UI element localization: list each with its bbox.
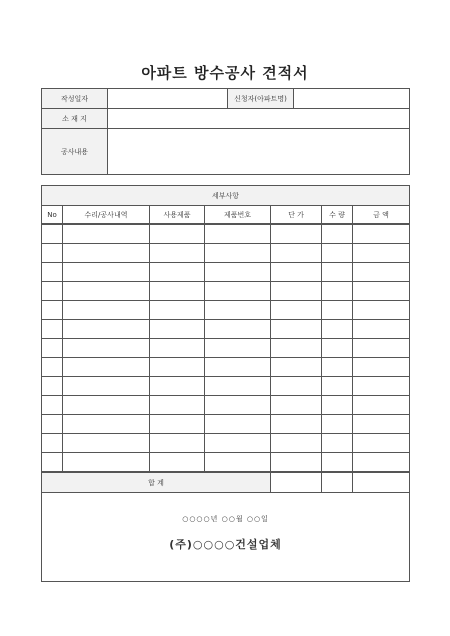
- table-cell[interactable]: [63, 244, 150, 263]
- work-content-label: 공사내용: [42, 129, 108, 175]
- col-product-number: 제품번호: [205, 206, 271, 225]
- table-cell[interactable]: [271, 358, 322, 377]
- table-cell[interactable]: [322, 415, 353, 434]
- table-row: [42, 434, 410, 453]
- col-amount: 금 액: [353, 206, 410, 225]
- col-no: No: [42, 206, 63, 225]
- table-cell[interactable]: [322, 339, 353, 358]
- table-cell[interactable]: [271, 301, 322, 320]
- table-cell[interactable]: [42, 339, 63, 358]
- table-cell[interactable]: [353, 339, 410, 358]
- table-cell[interactable]: [322, 377, 353, 396]
- col-unit-price: 단 가: [271, 206, 322, 225]
- table-cell[interactable]: [271, 282, 322, 301]
- table-cell[interactable]: [63, 320, 150, 339]
- table-cell[interactable]: [205, 415, 271, 434]
- table-cell[interactable]: [150, 263, 205, 282]
- col-product: 사용제품: [150, 206, 205, 225]
- table-cell[interactable]: [353, 244, 410, 263]
- table-cell[interactable]: [353, 224, 410, 244]
- table-cell[interactable]: [42, 282, 63, 301]
- table-cell[interactable]: [271, 320, 322, 339]
- col-quantity: 수 량: [322, 206, 353, 225]
- table-cell[interactable]: [205, 282, 271, 301]
- table-cell[interactable]: [271, 396, 322, 415]
- table-cell[interactable]: [205, 358, 271, 377]
- applicant-field[interactable]: [294, 89, 410, 109]
- table-cell[interactable]: [322, 282, 353, 301]
- table-cell[interactable]: [63, 339, 150, 358]
- table-row: [42, 263, 410, 282]
- table-cell[interactable]: [205, 263, 271, 282]
- detail-section-label: 세부사항: [42, 186, 410, 206]
- table-cell[interactable]: [63, 434, 150, 453]
- table-row: [42, 244, 410, 263]
- table-cell[interactable]: [63, 263, 150, 282]
- table-cell[interactable]: [42, 377, 63, 396]
- table-row: [42, 453, 410, 473]
- table-cell[interactable]: [353, 358, 410, 377]
- table-cell[interactable]: [63, 301, 150, 320]
- table-cell[interactable]: [205, 320, 271, 339]
- table-row: [42, 224, 410, 244]
- table-cell[interactable]: [42, 415, 63, 434]
- table-cell[interactable]: [322, 396, 353, 415]
- table-cell[interactable]: [322, 358, 353, 377]
- total-quantity[interactable]: [322, 472, 353, 493]
- table-cell[interactable]: [150, 396, 205, 415]
- total-label: 합 계: [42, 472, 271, 493]
- table-cell[interactable]: [205, 244, 271, 263]
- table-row: [42, 301, 410, 320]
- table-row: [42, 358, 410, 377]
- table-cell[interactable]: [150, 244, 205, 263]
- table-cell[interactable]: [271, 244, 322, 263]
- table-row: [42, 282, 410, 301]
- table-cell[interactable]: [150, 415, 205, 434]
- table-cell[interactable]: [150, 453, 205, 473]
- issue-date: ○○○○년 ○○월 ○○일: [182, 515, 269, 523]
- table-cell[interactable]: [271, 415, 322, 434]
- table-cell[interactable]: [150, 339, 205, 358]
- detail-table: [41, 185, 410, 582]
- table-cell[interactable]: [150, 377, 205, 396]
- table-cell[interactable]: [322, 453, 353, 473]
- table-cell[interactable]: [353, 263, 410, 282]
- table-cell[interactable]: [353, 301, 410, 320]
- table-cell[interactable]: [150, 434, 205, 453]
- table-cell[interactable]: [322, 301, 353, 320]
- table-cell[interactable]: [42, 358, 63, 377]
- table-cell[interactable]: [63, 224, 150, 244]
- signature-area: [42, 493, 410, 582]
- table-cell[interactable]: [353, 434, 410, 453]
- table-cell[interactable]: [322, 320, 353, 339]
- table-cell[interactable]: [63, 377, 150, 396]
- work-content-field[interactable]: [108, 129, 410, 175]
- table-cell[interactable]: [271, 453, 322, 473]
- table-cell[interactable]: [42, 301, 63, 320]
- document-title: 아파트 방수공사 견적서: [141, 64, 309, 82]
- table-cell[interactable]: [42, 244, 63, 263]
- table-row: [42, 377, 410, 396]
- table-cell[interactable]: [271, 224, 322, 244]
- table-cell[interactable]: [150, 301, 205, 320]
- table-cell[interactable]: [63, 282, 150, 301]
- table-cell[interactable]: [205, 301, 271, 320]
- table-cell[interactable]: [353, 396, 410, 415]
- table-row: [42, 339, 410, 358]
- table-row: [42, 320, 410, 339]
- table-cell[interactable]: [322, 263, 353, 282]
- table-cell[interactable]: [42, 396, 63, 415]
- total-amount[interactable]: [353, 472, 410, 493]
- table-cell[interactable]: [150, 282, 205, 301]
- date-field[interactable]: [108, 89, 228, 109]
- table-cell[interactable]: [205, 453, 271, 473]
- table-cell[interactable]: [322, 224, 353, 244]
- col-work-item: 수리/공사내역: [63, 206, 150, 225]
- table-cell[interactable]: [63, 396, 150, 415]
- company-name: (주)○○○○건설업체: [169, 538, 282, 551]
- date-label: 작성일자: [42, 89, 108, 109]
- table-cell[interactable]: [271, 339, 322, 358]
- table-cell[interactable]: [322, 244, 353, 263]
- table-cell[interactable]: [205, 434, 271, 453]
- table-cell[interactable]: [205, 339, 271, 358]
- applicant-label: 신청자(아파트명): [228, 89, 294, 109]
- table-cell[interactable]: [322, 434, 353, 453]
- table-cell[interactable]: [271, 263, 322, 282]
- table-cell[interactable]: [353, 320, 410, 339]
- table-cell[interactable]: [205, 396, 271, 415]
- table-row: [42, 396, 410, 415]
- table-cell[interactable]: [42, 320, 63, 339]
- table-cell[interactable]: [150, 320, 205, 339]
- table-cell[interactable]: [42, 263, 63, 282]
- table-cell[interactable]: [63, 415, 150, 434]
- table-cell[interactable]: [205, 224, 271, 244]
- table-cell[interactable]: [353, 453, 410, 473]
- table-cell[interactable]: [150, 358, 205, 377]
- location-field[interactable]: [108, 109, 410, 129]
- table-cell[interactable]: [63, 453, 150, 473]
- table-cell[interactable]: [42, 453, 63, 473]
- table-row: [42, 415, 410, 434]
- total-unit-price[interactable]: [271, 472, 322, 493]
- table-cell[interactable]: [353, 282, 410, 301]
- table-cell[interactable]: [63, 358, 150, 377]
- location-label: 소 재 지: [42, 109, 108, 129]
- table-cell[interactable]: [42, 224, 63, 244]
- table-cell[interactable]: [271, 434, 322, 453]
- table-cell[interactable]: [353, 415, 410, 434]
- table-cell[interactable]: [42, 434, 63, 453]
- table-cell[interactable]: [150, 224, 205, 244]
- table-cell[interactable]: [353, 377, 410, 396]
- info-table: [41, 88, 410, 175]
- table-cell[interactable]: [205, 377, 271, 396]
- table-cell[interactable]: [271, 377, 322, 396]
